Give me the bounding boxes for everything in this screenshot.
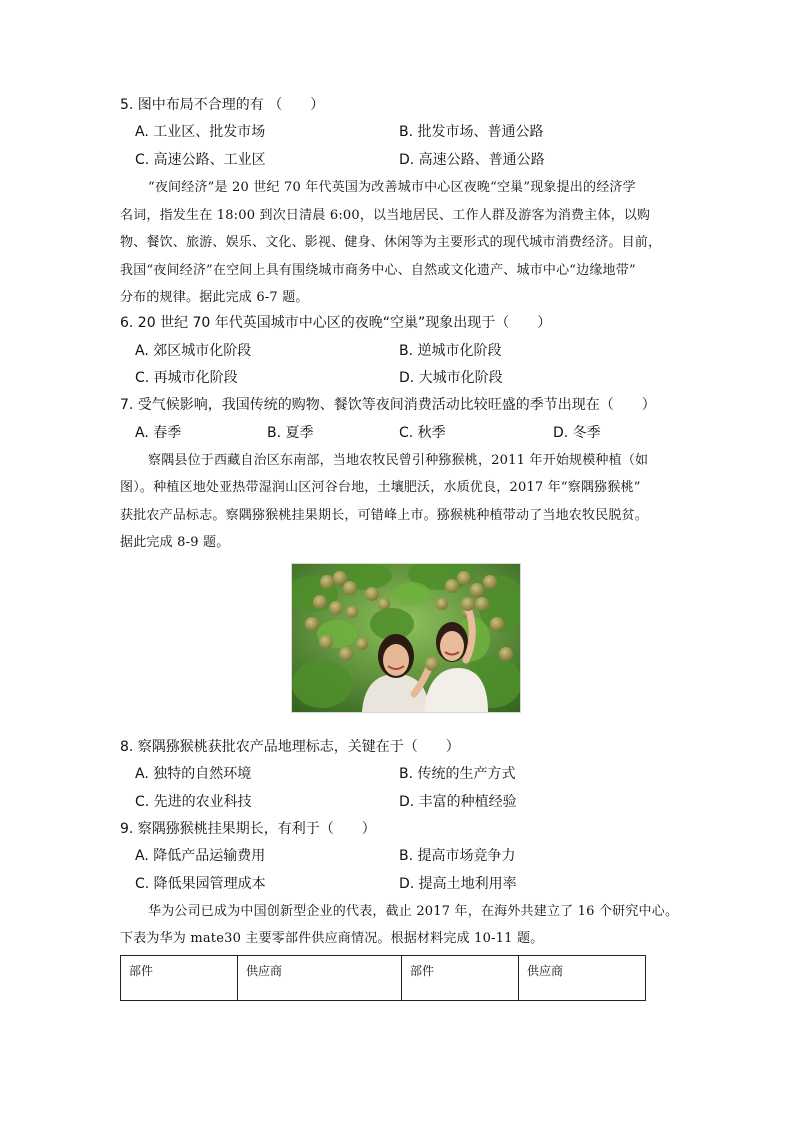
table-header-part-2: 部件 <box>402 956 519 1001</box>
q5-stem: 5. 图中布局不合理的有 （ ） <box>120 97 325 113</box>
q7-option-a: A. 春季 <box>135 425 182 441</box>
q9-stem: 9. 察隅猕猴桃挂果期长，有利于（ ） <box>120 821 376 837</box>
table-row <box>121 956 646 1001</box>
kiwifruit-photo <box>291 563 521 713</box>
q6-stem: 6. 20 世纪 70 年代英国城市中心区的夜晚“空巢”现象出现于（ ） <box>120 315 552 331</box>
passage1-line-1: “夜间经济”是 20 世纪 70 年代英国为改善城市中心区夜晚“空巢”现象提出的经济学 <box>148 180 636 195</box>
table-header-supplier-2: 供应商 <box>519 956 646 1001</box>
q9-option-b: B. 提高市场竞争力 <box>399 848 516 864</box>
passage2-line-4: 据此完成 8-9 题。 <box>120 535 230 550</box>
q8-option-d: D. 丰富的种植经验 <box>399 794 517 810</box>
q6-option-b: B. 逆城市化阶段 <box>399 343 502 359</box>
passage2-line-3: 获批农产品标志。察隅猕猴桃挂果期长，可错峰上市。猕猴桃种植带动了当地农牧民脱贫。 <box>120 508 649 523</box>
table-header-part-1: 部件 <box>121 956 238 1001</box>
q9-option-c: C. 降低果园管理成本 <box>135 876 266 892</box>
q7-option-c: C. 秋季 <box>399 425 446 441</box>
table-header-supplier-1: 供应商 <box>238 956 402 1001</box>
q8-option-b: B. 传统的生产方式 <box>399 766 516 782</box>
q8-option-a: A. 独特的自然环境 <box>135 766 252 782</box>
q6-option-d: D. 大城市化阶段 <box>399 370 503 386</box>
q9-option-a: A. 降低产品运输费用 <box>135 848 266 864</box>
q5-option-b: B. 批发市场、普通公路 <box>399 124 544 140</box>
passage3-line-1: 华为公司已成为中国创新型企业的代表，截止 2017 年，在海外共建立了 16 个研究中心。 <box>148 904 679 919</box>
passage2-line-1: 察隅县位于西藏自治区东南部，当地农牧民曾引种猕猴桃，2011 年开始规模种植（如 <box>148 453 649 468</box>
q5-option-c: C. 高速公路、工业区 <box>135 152 266 168</box>
q7-option-b: B. 夏季 <box>267 425 314 441</box>
q6-option-a: A. 郊区城市化阶段 <box>135 343 252 359</box>
passage3-line-2: 下表为华为 mate30 主要零部件供应商情况。根据材料完成 10-11 题。 <box>120 931 544 946</box>
q5-option-a: A. 工业区、批发市场 <box>135 124 266 140</box>
q7-stem: 7. 受气候影响，我国传统的购物、餐饮等夜间消费活动比较旺盛的季节出现在（ ） <box>120 397 656 413</box>
passage1-line-2: 名词，指发生在 18:00 到次日清晨 6:00，以当地居民、工作人群及游客为消费主体，以购 <box>120 208 651 223</box>
q7-option-d: D. 冬季 <box>553 425 601 441</box>
q9-option-d: D. 提高土地利用率 <box>399 876 517 892</box>
passage1-line-3: 物、餐饮、旅游、娱乐、文化、影视、健身、休闲等为主要形式的现代城市消费经济。目前， <box>120 235 662 250</box>
q8-stem: 8. 察隅猕猴桃获批农产品地理标志，关键在于（ ） <box>120 739 460 755</box>
supplier-table <box>120 955 646 1001</box>
q6-option-c: C. 再城市化阶段 <box>135 370 238 386</box>
passage2-line-2: 图）。种植区地处亚热带湿润山区河谷台地，土壤肥沃，水质优良，2017 年“察隅猕猴桃” <box>120 480 641 495</box>
q5-option-d: D. 高速公路、普通公路 <box>399 152 545 168</box>
passage1-line-4: 我国“夜间经济”在空间上具有围绕城市商务中心、自然或文化遗产、城市中心“边缘地带” <box>120 263 636 278</box>
q8-option-c: C. 先进的农业科技 <box>135 794 252 810</box>
passage1-line-5: 分布的规律。据此完成 6-7 题。 <box>120 290 309 305</box>
